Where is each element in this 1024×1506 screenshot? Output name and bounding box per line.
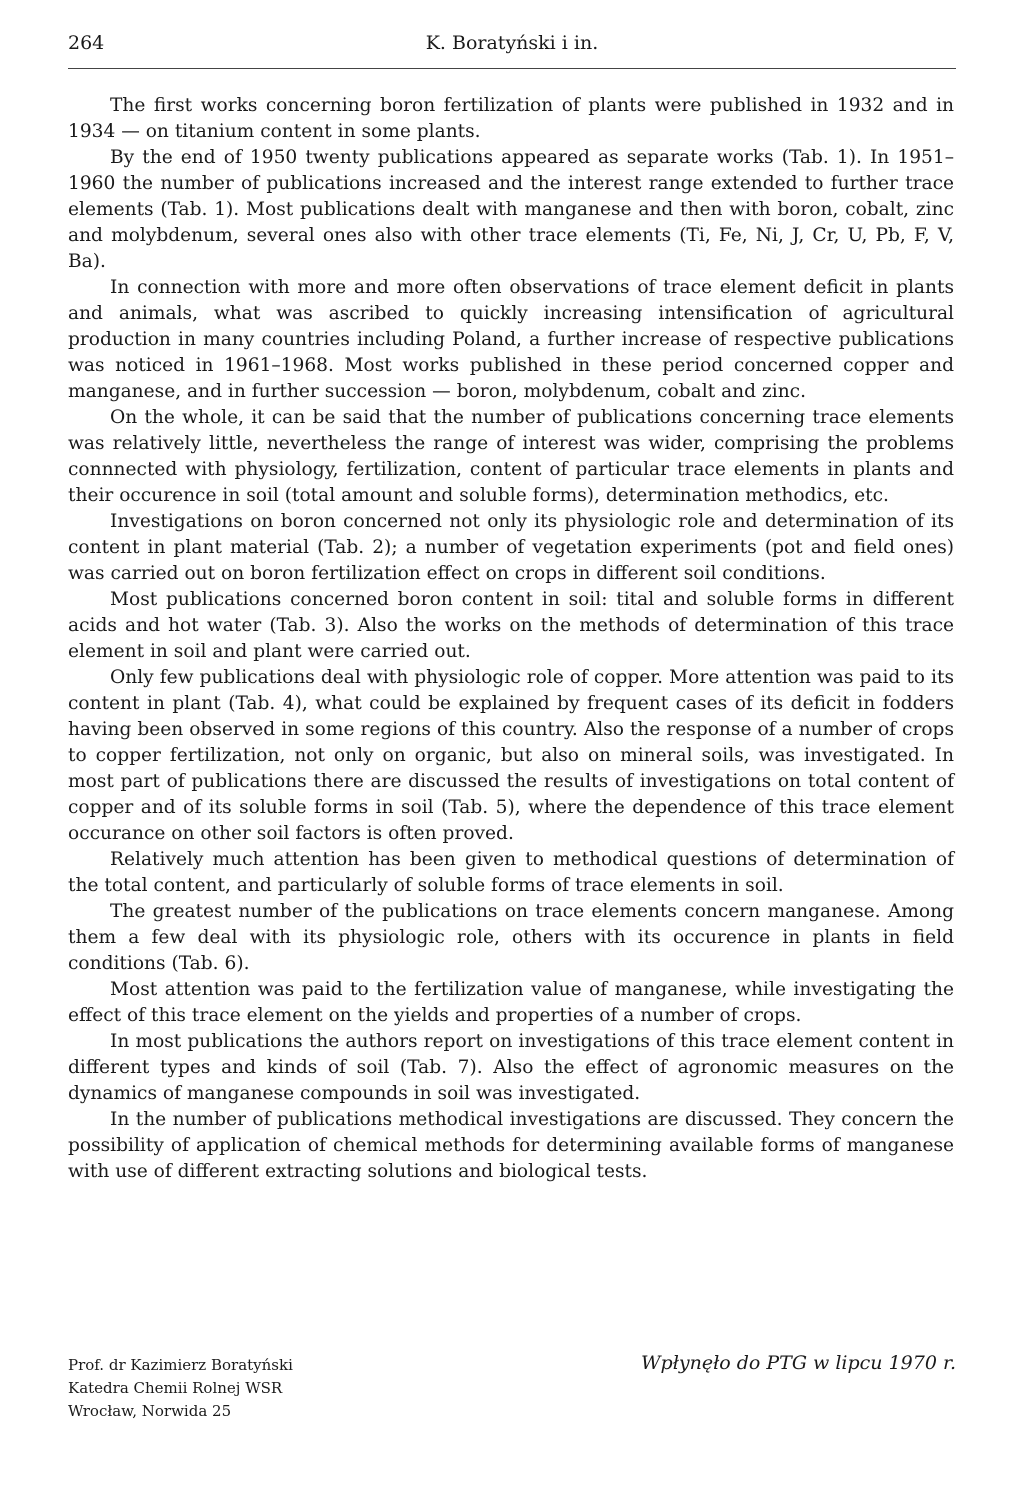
paragraph: Investigations on boron concerned not only its physiologic role and determination of its content in plant material (Tab. 2); a number of vegetation experiments (pot and field ones) was carried out on boron fertilization effect on crops in different soil conditions. [68, 511, 954, 584]
author-name: Prof. dr Kazimierz Boratyński [68, 1356, 293, 1374]
paragraph: Most attention was paid to the fertilization value of manganese, while investigating the effect of this trace element on the yields and properties of a number of crops. [68, 979, 954, 1026]
paragraph: In most publications the authors report on investigations of this trace element content in different types and kinds of soil (Tab. 7). Also the effect of agronomic measures on the dynamics of manganese compounds in soil was investigated. [68, 1031, 954, 1104]
received-note: Wpłynęło do PTG w lipcu 1970 r. [641, 1352, 956, 1374]
paragraph: In the number of publications methodical investigations are discussed. They concern the possibility of application of chemical methods for determining available forms of manganese with use of different extracting solutions and biological tests. [68, 1109, 954, 1182]
author-department: Katedra Chemii Rolnej WSR [68, 1379, 283, 1397]
running-head: K. Boratyński i in. [425, 32, 599, 54]
paragraph: Relatively much attention has been given to methodical questions of determination of the total content, and particularly of soluble forms of trace elements in soil. [68, 849, 954, 896]
paragraph: In connection with more and more often observations of trace element deficit in plants and animals, what was ascribed to quickly increasing intensification of agricultural production in many countries including Poland, a further increase of respective publications was noticed in 1961–1968. Most works published in these period concerned copper and manganese, and in further succession — boron, molybdenum, cobalt and zinc. [68, 277, 954, 402]
page-number: 264 [68, 32, 105, 54]
paragraph: Only few publications deal with physiologic role of copper. More attention was paid to its content in plant (Tab. 4), what could be explained by frequent cases of its deficit in fodders having been observed in some regions of this country. Also the response of a number of crops to copper fertilization, not only on organic, but also on mineral soils, was investigated. In most part of publications there are discussed the results of investigations on total content of copper and of its soluble forms in soil (Tab. 5), where the dependence of this trace element occurance on other soil factors is often proved. [68, 667, 954, 844]
author-address: Wrocław, Norwida 25 [68, 1402, 232, 1420]
paragraph: Most publications concerned boron content in soil: tital and soluble forms in different acids and hot water (Tab. 3). Also the works on the methods of determination of this trace element in soil and plant were carried out. [68, 589, 954, 662]
paragraph: The greatest number of the publications on trace elements concern manganese. Among them a few deal with its physiologic role, others with its occurence in plants in field conditions (Tab. 6). [68, 901, 954, 974]
author-affiliation [68, 1354, 293, 1423]
paragraph: By the end of 1950 twenty publications appeared as separate works (Tab. 1). In 1951–1960 the number of publications increased and the interest range extended to further trace elements (Tab. 1). Most publications dealt with manganese and then with boron, cobalt, zinc and molybdenum, several ones also with other trace elements (Ti, Fe, Ni, J, Cr, U, Pb, F, V, Ba). [68, 147, 954, 272]
paragraph: The first works concerning boron fertilization of plants were published in 1932 and in 1934 — on titanium content in some plants. [68, 95, 954, 142]
page-header [68, 24, 956, 69]
body-text [68, 93, 954, 1185]
paragraph: On the whole, it can be said that the number of publications concerning trace elements was relatively little, nevertheless the range of interest was wider, comprising the problems connnected with physiology, fertilization, content of particular trace elements in plants and their occurence in soil (total amount and soluble forms), determination methodics, etc. [68, 407, 954, 506]
